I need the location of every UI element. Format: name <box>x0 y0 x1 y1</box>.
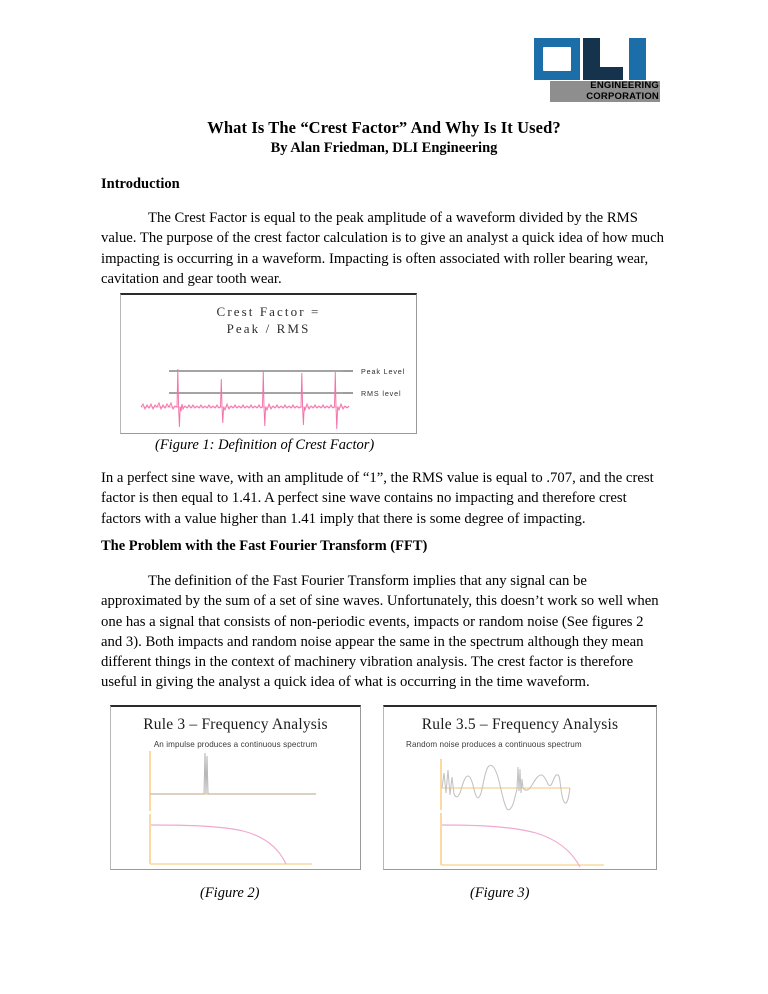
rms-level-label: RMS level <box>361 389 402 398</box>
figure-3-content <box>384 707 656 869</box>
figure-3-image <box>383 705 657 870</box>
page-byline: By Alan Friedman, DLI Engineering <box>270 140 498 156</box>
figure-1-formula <box>121 303 416 337</box>
logo-subtitle-line1: ENGINEERING <box>590 80 659 91</box>
figure-1-caption: (Figure 1: Definition of Crest Factor) <box>155 437 375 453</box>
figure-3-plots <box>384 707 657 870</box>
figure-2-content <box>111 707 360 869</box>
figure-2-image <box>110 705 361 870</box>
figure-2-caption: (Figure 2) <box>200 885 260 901</box>
logo-letter-d-icon <box>534 38 580 80</box>
impulse-spike-path <box>150 753 316 794</box>
figure-2-title: Rule 3 – Frequency Analysis <box>143 716 328 733</box>
logo-letter-l-icon <box>583 38 623 80</box>
logo-subtitle-bar <box>550 81 660 102</box>
figure-1-content <box>121 295 416 433</box>
heading-introduction: Introduction <box>101 176 180 192</box>
logo-letters <box>534 38 660 82</box>
figure-3-title: Rule 3.5 – Frequency Analysis <box>421 716 619 733</box>
figure-3-subtitle: Random noise produces a continuous spectrum <box>406 740 582 749</box>
dli-logo <box>534 38 660 102</box>
logo-letter-i-icon <box>629 38 646 80</box>
paragraph-introduction-text: The Crest Factor is equal to the peak amplitude of a waveform divided by the RMS value. The purpose of the crest factor calculation is to give an analyst a quick idea of how much impacting is occurring in a waveform. Impacting is often associated with roller bearing wear, cavitation and gear tooth wear. <box>101 210 664 287</box>
paragraph-introduction <box>101 208 668 289</box>
continuous-spectrum-path <box>151 825 286 864</box>
paragraph-sine-wave: In a perfect sine wave, with an amplitude of “1”, the RMS value is equal to .707, and the crest factor is then equal to 1.41. A perfect sine wave contains no impacting and therefore crest factors with a value higher than 1.41 imply that there is some degree of impacting. <box>101 470 654 527</box>
figure-2-subtitle: An impulse produces a continuous spectrum <box>153 740 318 749</box>
figure-1-formula-line2: Peak / RMS <box>226 321 311 336</box>
figure-1-formula-line1: Crest Factor = <box>216 304 321 319</box>
figure-1-image <box>120 293 417 434</box>
heading-fft: The Problem with the Fast Fourier Transform (FFT) <box>101 538 428 554</box>
paragraph-fft <box>101 571 668 693</box>
logo-subtitle-line2: CORPORATION <box>586 90 659 102</box>
continuous-spectrum-noise-path <box>442 825 580 867</box>
paragraph-fft-text: The definition of the Fast Fourier Transform implies that any signal can be approximated by the sum of a set of sine waves. Unfortunately, this doesn’t work so well when one has a signal that consists of non-periodic events, impacts or random noise (See figures 2 and 3). Both impacts and random noise appear the same in the spectrum although they mean different things in the context of machinery vibration analysis. The crest factor is therefore useful in giving the analyst a quick idea of what is occurring in the time waveform. <box>101 573 659 691</box>
figure-2-plots <box>111 707 361 870</box>
impact-waveform-path <box>141 369 349 429</box>
logo-letter-d-counter <box>543 47 571 71</box>
peak-level-label: Peak Level <box>361 367 406 376</box>
figure-3-caption: (Figure 3) <box>470 885 530 901</box>
logo-letter-l-foot <box>583 67 623 80</box>
page-title: What Is The “Crest Factor” And Why Is It Used? <box>207 118 561 137</box>
